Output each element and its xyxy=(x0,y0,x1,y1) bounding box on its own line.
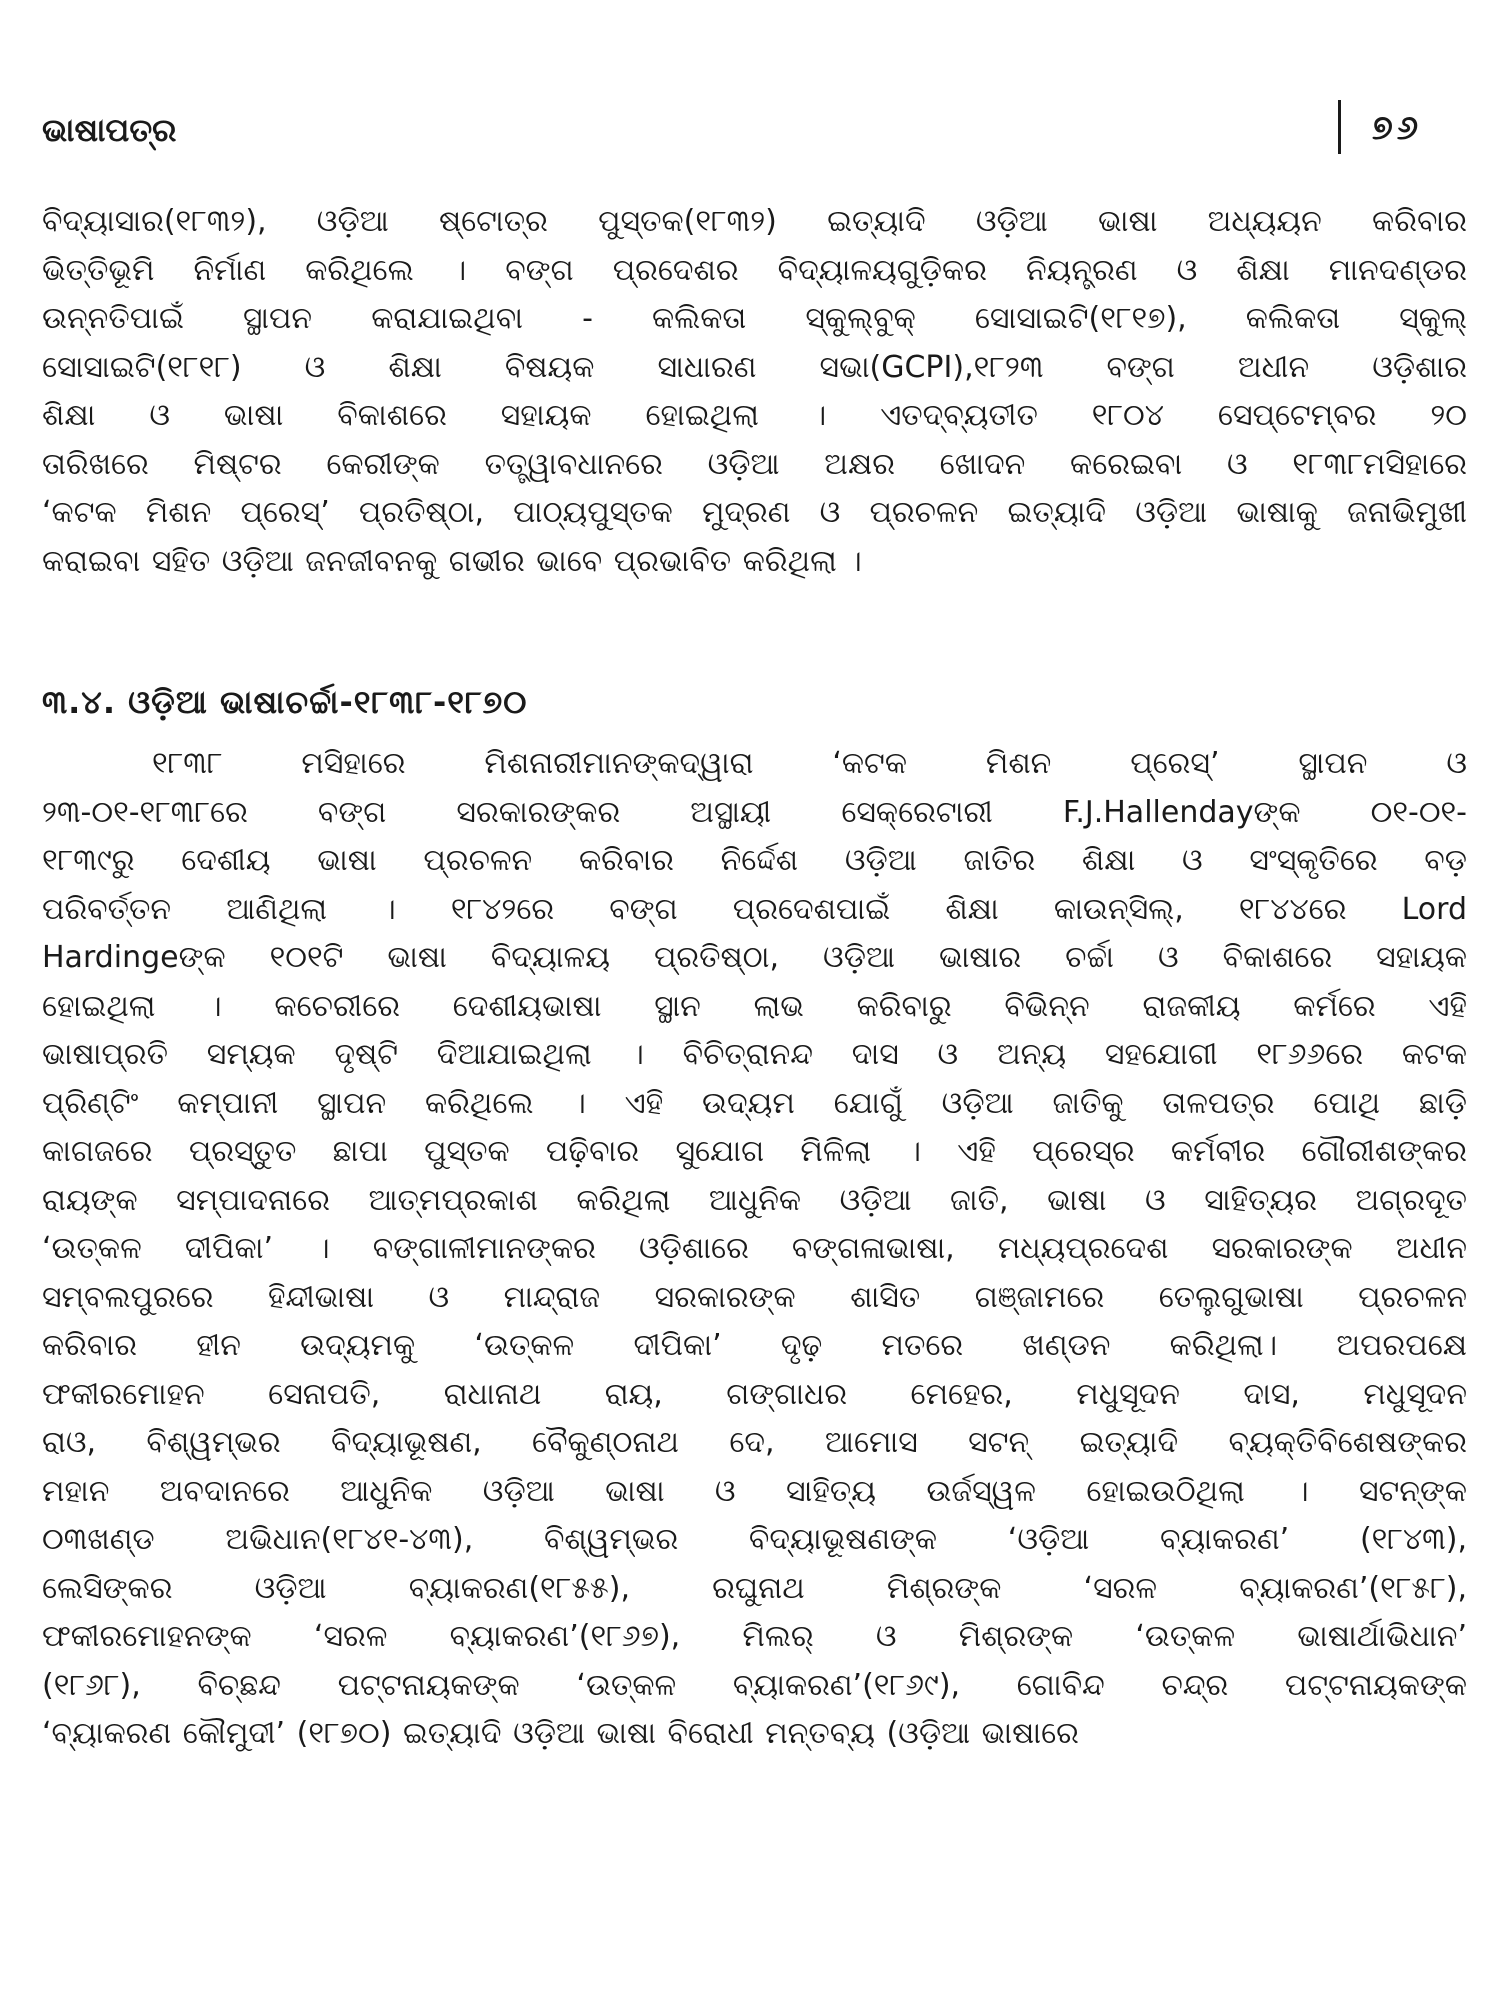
text-line: ପ୍ରିଣ୍ଟିଂ କମ୍ପାନୀ ସ୍ଥାପନ କରିଥିଲେ । ଏହି ଉଦ୍ୟମ ଯୋଗୁଁ ଓଡ଼ିଆ ଜାତିକୁ ତାଳପତ୍ର ପୋଥି ଛାଡ଼ି xyxy=(42,1085,1467,1121)
text-line: (୧୮୬୮), ବିଚ୍ଛନ୍ଦ ପଟ୍ଟନାୟକଙ୍କ ‘ଉତ୍କଳ ବ୍ୟାକରଣ’(୧୮୬୯), ଗୋବିନ୍ଦ ଚନ୍ଦ୍ର ପଟ୍ଟନାୟକଙ୍କ xyxy=(42,1667,1467,1703)
text-line: ରାଓ, ବିଶ୍ୱମ୍ଭର ବିଦ୍ୟାଭୂଷଣ, ବୈକୁଣ୍ଠନାଥ ଦେ, ଆମୋସ ସଟନ୍ ଇତ୍ୟାଦି ବ୍ୟକ୍ତିବିଶେଷଙ୍କର xyxy=(42,1425,1467,1460)
text-line: ଭିତ୍ତିଭୂମି ନିର୍ମାଣ କରିଥିଲେ । ବଙ୍ଗ ପ୍ରଦେଶର ବିଦ୍ୟାଳୟଗୁଡ଼ିକର ନିୟନ୍ତ୍ରଣ ଓ ଶିକ୍ଷା ମାନଦଣ୍ଡର xyxy=(42,252,1467,288)
text-line: ବିଦ୍ୟାସାର(୧୮୩୨), ଓଡ଼ିଆ ଷ୍ଟୋତ୍ର ପୁସ୍ତକ(୧୮୩୨) ଇତ୍ୟାଦି ଓଡ଼ିଆ ଭାଷା ଅଧ୍ୟୟନ କରିବାର xyxy=(42,204,1467,239)
section-heading: ୩.୪. ଓଡ଼ିଆ ଭାଷାଚର୍ଚ୍ଚା-୧୮୩୮-୧୮୭୦ xyxy=(42,683,528,721)
text-line: ୦୩ଖଣ୍ଡ ଅଭିଧାନ(୧୮୪୧-୪୩), ବିଶ୍ୱମ୍ଭର ବିଦ୍ୟାଭୂଷଣଙ୍କ ‘ଓଡ଼ିଆ ବ୍ୟାକରଣ’ (୧୮୪୩), xyxy=(42,1522,1467,1557)
text-line: ୧୮୩୮ ମସିହାରେ ମିଶନାରୀମାନଙ୍କଦ୍ୱାରା ‘କଟକ ମିଶନ ପ୍ରେସ୍’ ସ୍ଥାପନ ଓ xyxy=(152,746,1467,781)
text-line: ହୋଇଥିଲା । କଚେରୀରେ ଦେଶୀୟଭାଷା ସ୍ଥାନ ଲାଭ କରିବାରୁ ବିଭିନ୍ନ ରାଜକୀୟ କର୍ମରେ ଏହି xyxy=(42,988,1467,1024)
text-line: ଭାଷାପ୍ରତି ସମ୍ୟକ ଦୃଷ୍ଟି ଦିଆଯାଇଥିଲା । ବିଚିତ୍ରାନନ୍ଦ ଦାସ ଓ ଅନ୍ୟ ସହଯୋଗୀ ୧୮୬୬ରେ କଟକ xyxy=(42,1037,1467,1072)
text-line: ୨୩-୦୧-୧୮୩୮ରେ ବଙ୍ଗ ସରକାରଙ୍କର ଅସ୍ଥାୟୀ ସେକ୍ରେଟାରୀ F.J.Hallendayଙ୍କ ୦୧-୦୧- xyxy=(42,794,1467,830)
text-line: ଫକୀରମୋହନ ସେନାପତି, ରାଧାନାଥ ରାୟ, ଗଙ୍ଗାଧର ମେହେର, ମଧୁସୂଦନ ଦାସ, ମଧୁସୂଦନ xyxy=(42,1376,1467,1412)
text-line: ୧୮୩୯ରୁ ଦେଶୀୟ ଭାଷା ପ୍ରଚଳନ କରିବାର ନିର୍ଦ୍ଦେଶ ଓଡ଼ିଆ ଜାତିର ଶିକ୍ଷା ଓ ସଂସ୍କୃତିରେ ବଡ଼ xyxy=(42,843,1467,878)
text-line: Hardingeଙ୍କ ୧୦୧ଟି ଭାଷା ବିଦ୍ୟାଳୟ ପ୍ରତିଷ୍ଠା, ଓଡ଼ିଆ ଭାଷାର ଚର୍ଚ୍ଚା ଓ ବିକାଶରେ ସହାୟକ xyxy=(42,940,1467,975)
text-line: ‘ବ୍ୟାକରଣ କୌମୁଦୀ’ (୧୮୭୦) ଇତ୍ୟାଦି ଓଡ଼ିଆ ଭାଷା ବିରୋଧୀ ମନ୍ତବ୍ୟ (ଓଡ଼ିଆ ଭାଷାରେ xyxy=(42,1716,1079,1751)
text-line: ସମ୍ବଲପୁରରେ ହିନ୍ଦୀଭାଷା ଓ ମାନ୍ଦ୍ରାଜ ସରକାରଙ୍କ ଶାସିତ ଗଞ୍ଜାମରେ ତେଲୁଗୁଭାଷା ପ୍ରଚଳନ xyxy=(42,1279,1467,1315)
text-line: ରାୟଙ୍କ ସମ୍ପାଦନାରେ ଆତ୍ମପ୍ରକାଶ କରିଥିଲା ଆଧୁନିକ ଓଡ଼ିଆ ଜାତି, ଭାଷା ଓ ସାହିତ୍ୟର ଅଗ୍ରଦୂତ xyxy=(42,1182,1467,1218)
text-line: ଉନ୍ନତିପାଇଁ ସ୍ଥାପନ କରାଯାଇଥିବା - କଲିକତା ସ୍କୁଲ୍‌ବୁକ୍ ସୋସାଇଟି(୧୮୧୭), କଲିକତା ସ୍କୁଲ୍ xyxy=(42,301,1467,336)
text-line: ‘କଟକ ମିଶନ ପ୍ରେସ୍’ ପ୍ରତିଷ୍ଠା, ପାଠ୍ୟପୁସ୍ତକ ମୁଦ୍ରଣ ଓ ପ୍ରଚଳନ ଇତ୍ୟାଦି ଓଡ଼ିଆ ଭାଷାକୁ ଜନାଭିମୁଖୀ xyxy=(42,495,1467,530)
text-line: ପରିବର୍ତ୍ତନ ଆଣିଥିଲା । ୧୮୪୨ରେ ବଙ୍ଗ ପ୍ରଦେଶପାଇଁ ଶିକ୍ଷା କାଉନ୍‌ସିଲ୍, ୧୮୪୪ରେ Lord xyxy=(42,891,1467,927)
header-divider xyxy=(1338,100,1341,154)
text-line: ଫକୀରମୋହନଙ୍କ ‘ସରଳ ବ୍ୟାକରଣ’(୧୮୬୭), ମିଲର୍ ଓ ମିଶ୍ରଙ୍କ ‘ଉତ୍କଳ ଭାଷାର୍ଥାଭିଧାନ’ xyxy=(42,1619,1467,1654)
text-line: ଶିକ୍ଷା ଓ ଭାଷା ବିକାଶରେ ସହାୟକ ହୋଇଥିଲା । ଏତଦ୍‌ବ୍ୟତୀତ ୧୮୦୪ ସେପ୍ଟେମ୍ବର ୨୦ xyxy=(42,398,1467,433)
text-line: ସୋସାଇଟି(୧୮୧୮) ଓ ଶିକ୍ଷା ବିଷୟକ ସାଧାରଣ ସଭା(GCPI),୧୮୨୩ ବଙ୍ଗ ଅଧୀନ ଓଡ଼ିଶାର xyxy=(42,349,1467,385)
paragraph-1 xyxy=(42,198,1467,586)
page-header-title: ଭାଷାପତ୍ର xyxy=(42,111,177,149)
text-line: କରିବାର ହୀନ ଉଦ୍ୟମକୁ ‘ଉତ୍କଳ ଦୀପିକା’ ଦୃଢ଼ ମତରେ ଖଣ୍ଡନ କରିଥିଲା। ଅପରପକ୍ଷେ xyxy=(42,1328,1467,1363)
paragraph-2 xyxy=(42,740,1467,1759)
page-number: ୭୬ xyxy=(1372,108,1423,148)
text-line: ଲେସିଙ୍କର ଓଡ଼ିଆ ବ୍ୟାକରଣ(୧୮୫୫), ରଘୁନାଥ ମିଶ୍ରଙ୍କ ‘ସରଳ ବ୍ୟାକରଣ’(୧୮୫୮), xyxy=(42,1570,1467,1606)
text-line: ତାରିଖରେ ମିଷ୍ଟର କେରୀଙ୍କ ତତ୍ତ୍ୱାବଧାନରେ ଓଡ଼ିଆ ଅକ୍ଷର ଖୋଦନ କରେଇବା ଓ ୧୮୩୮ମସିହାରେ xyxy=(42,446,1467,482)
text-line: ‘ଉତ୍କଳ ଦୀପିକା’ । ବଙ୍ଗାଳୀମାନଙ୍କର ଓଡ଼ିଶାରେ ବଙ୍ଗଳାଭାଷା, ମଧ୍ୟପ୍ରଦେଶ ସରକାରଙ୍କ ଅଧୀନ xyxy=(42,1231,1467,1266)
text-line: ମହାନ ଅବଦାନରେ ଆଧୁନିକ ଓଡ଼ିଆ ଭାଷା ଓ ସାହିତ୍ୟ ଉର୍ଜସ୍ୱଳ ହୋଇଉଠିଥିଲା । ସଟନ୍‌ଙ୍କ xyxy=(42,1473,1467,1509)
text-line: କାଗଜରେ ପ୍ରସ୍ତୁତ ଛାପା ପୁସ୍ତକ ପଢ଼ିବାର ସୁଯୋଗ ମିଳିଲା । ଏହି ପ୍ରେସ୍‌ର କର୍ମବୀର ଗୌରୀଶଙ୍କର xyxy=(42,1134,1467,1169)
text-line: କରାଇବା ସହିତ ଓଡ଼ିଆ ଜନଜୀବନକୁ ଗଭୀର ଭାବେ ପ୍ରଭାବିତ କରିଥିଲା । xyxy=(42,543,862,579)
